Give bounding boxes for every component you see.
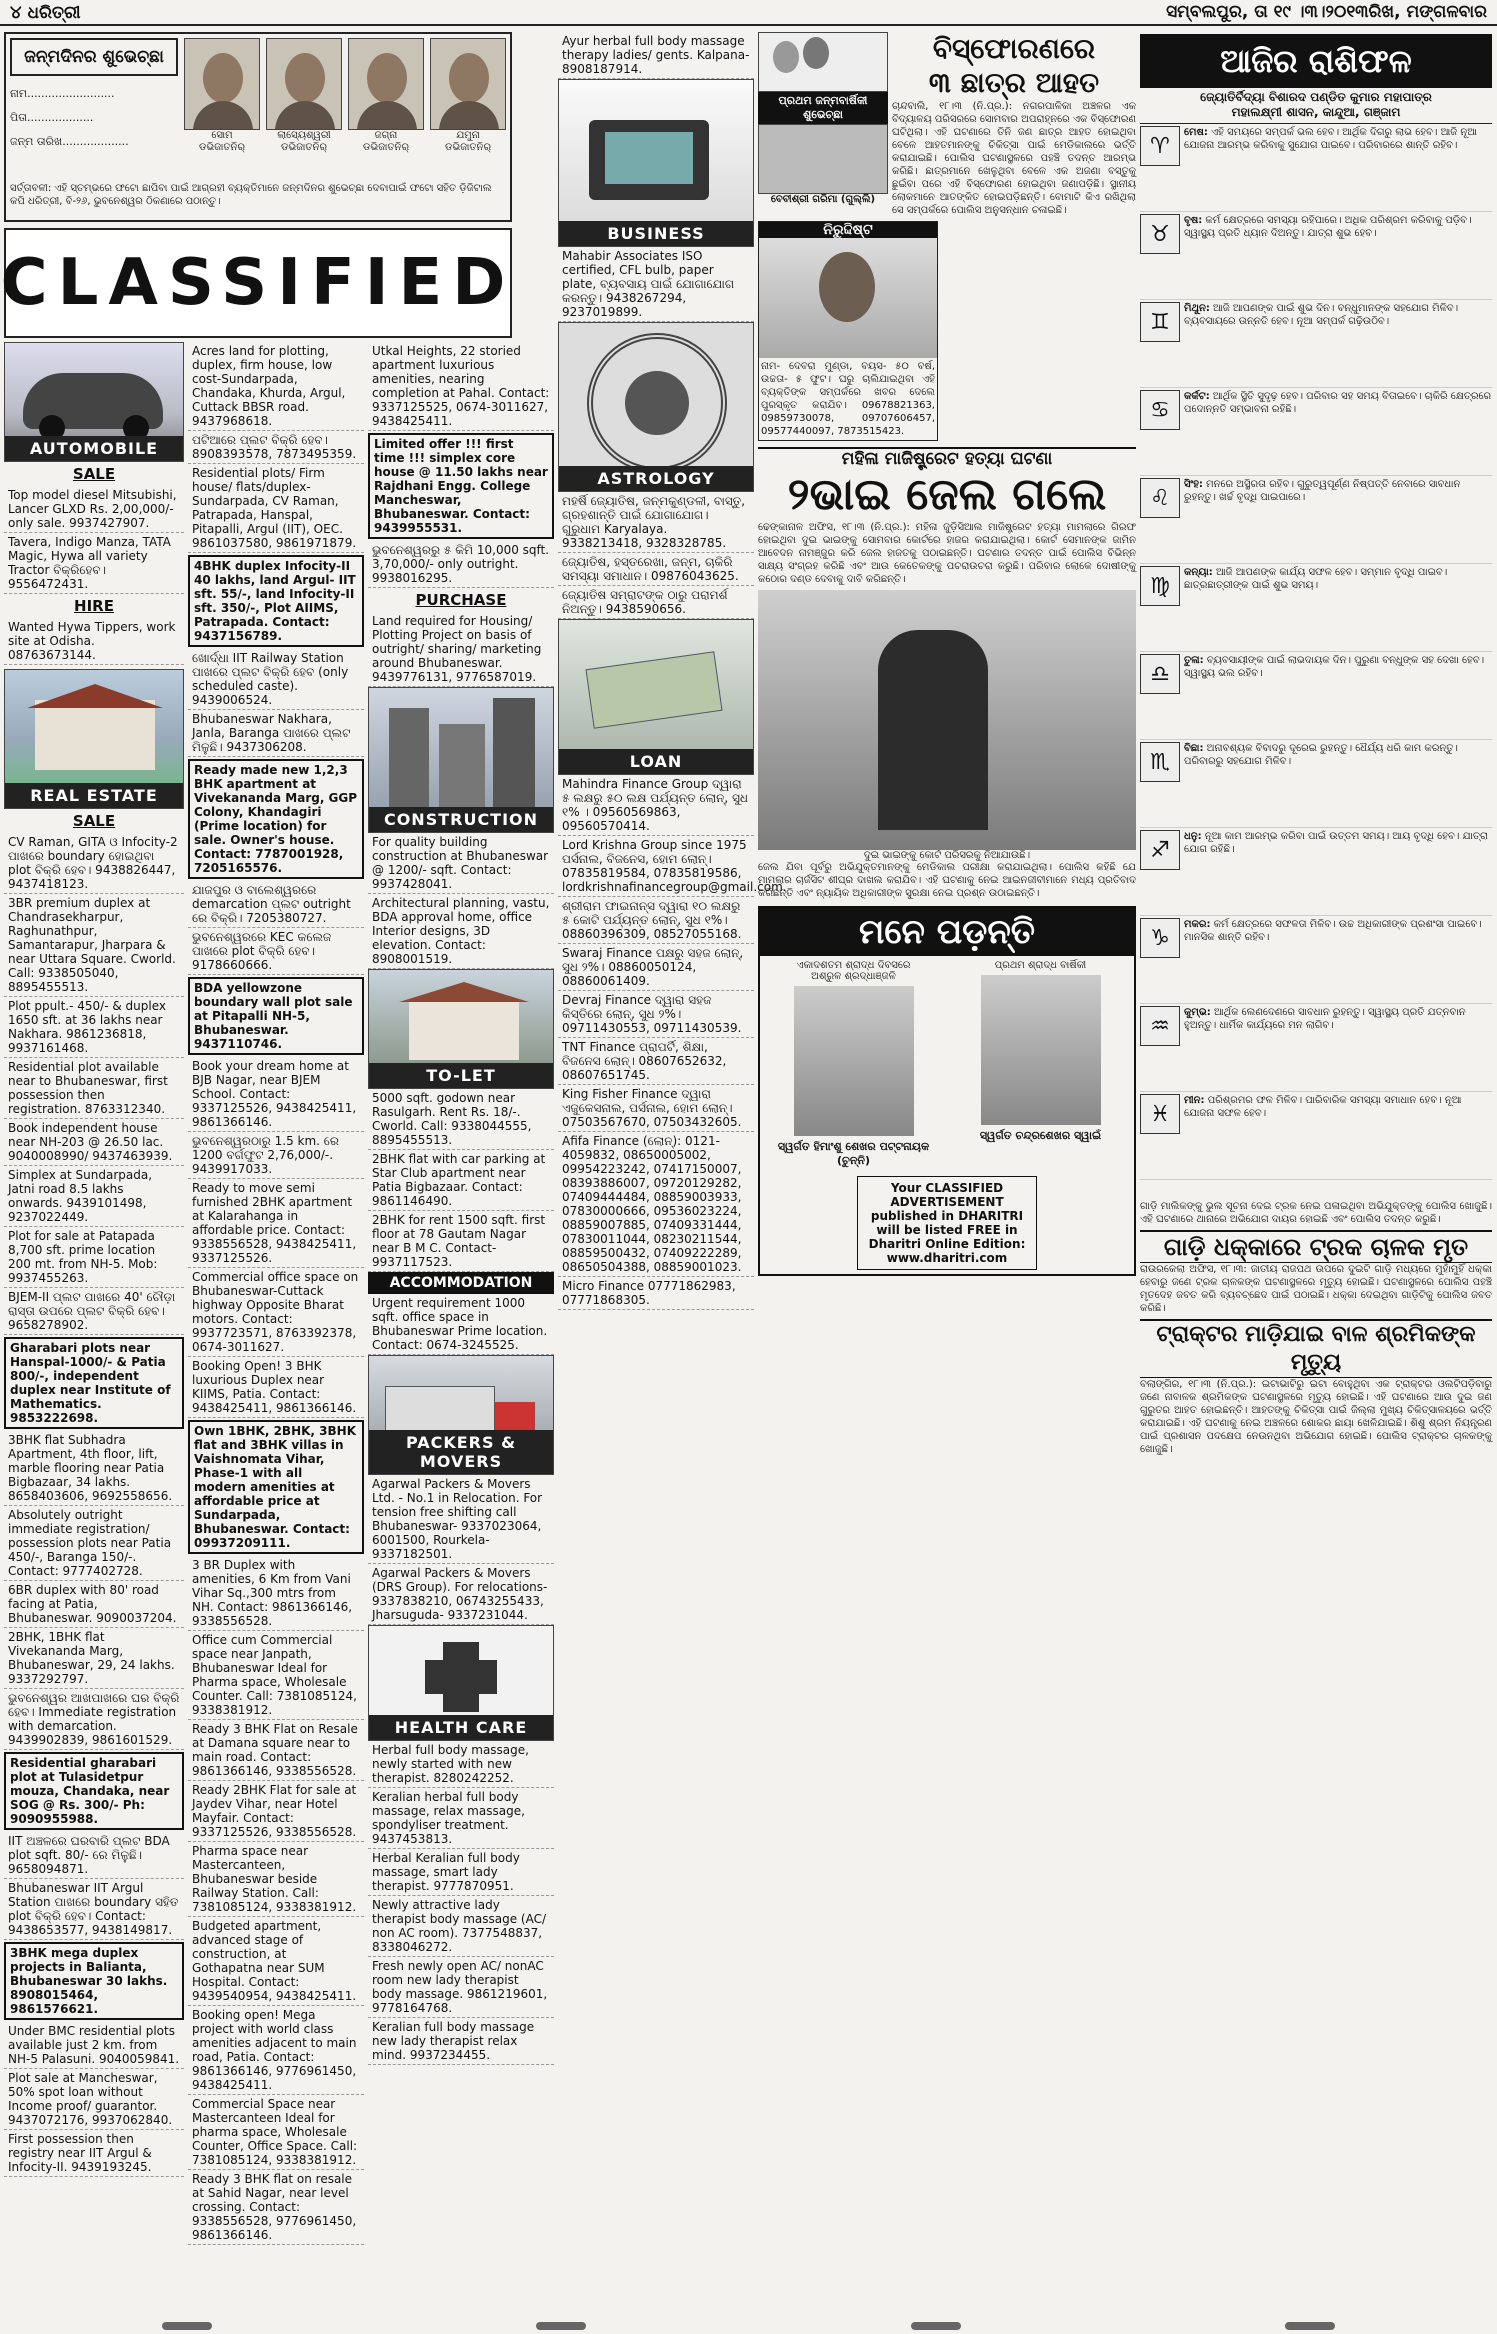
zodiac-icon: ♏ (1140, 742, 1180, 782)
ad-item: TNT Finance ପ୍ରାପର୍ଟି, ଶିକ୍ଷା, ବିଜନେସ ଲୋନ୍। 08607652632, 08607651745. (558, 1038, 754, 1085)
memorial-box (758, 906, 1136, 1276)
sign-text: ନୂଆ କାମ ଆରମ୍ଭ କରିବା ପାଇଁ ଉତ୍ତମ ସମୟ। ଆୟ ବୃଦ୍ଧି ହେବ। ଯାତ୍ରା ଯୋଗ ରହିଛି। (1184, 831, 1488, 855)
business-label: BUSINESS (559, 221, 753, 246)
zodiac-icon: ♈ (1140, 126, 1180, 166)
balloons-image (758, 32, 888, 92)
first-birthday-title: ପ୍ରଥମ ଜନ୍ମବାର୍ଷିକୀ ଶୁଭେଚ୍ଛା (758, 92, 888, 124)
ad-item: Booking open! Mega project with world class amenities adjacent to main road, Patia. Contact: 9861366146, 9776961450, 9438425411. (188, 2006, 364, 2095)
sale-heading-2: SALE (72, 812, 116, 830)
tolet-image (368, 969, 554, 1089)
sign-text: ଅନାବଶ୍ୟକ ବିବାଦରୁ ଦୂରେଇ ରୁହନ୍ତୁ। ଧୈର୍ଯ୍ୟ ଧରି କାମ କରନ୍ତୁ। ପରିବାରରୁ ସହଯୋଗ ମିଳିବ। (1184, 743, 1458, 767)
sign-name: ମେଷ: (1184, 127, 1208, 138)
baby-photo-4 (430, 38, 506, 154)
ad-item: BJEM-II ପ୍ଲଟ ପାଖରେ 40' ଚୌଡ଼ା ରାସ୍ତା ଉପରେ ପ୍ଲଟ ବିକ୍ରି ହେବ। 9658278902. (4, 1288, 184, 1335)
packers-label: PACKERS & MOVERS (369, 1430, 553, 1474)
footer-tab (536, 2322, 586, 2330)
ad-item: Residential gharabari plot at Tulasidetpur mouza, Chandaka, near SOG @ Rs. 300/- Ph: 9090955988. (4, 1752, 184, 1830)
ad-item: Plot sale at Mancheswar, 50% spot loan without Income proof/ guarantor. 9437072176, 9937062840. (4, 2069, 184, 2130)
horoscope-sign (1140, 476, 1492, 564)
missing-person-photo (759, 238, 937, 358)
construction-image (368, 687, 554, 833)
ad-item: Book independent house near NH-203 @ 26.50 lac. 9040008990/ 9437463939. (4, 1119, 184, 1166)
ad-item: BDA yellowzone boundary wall plot sale at Pitapalli NH-5, Bhubaneswar. 9437110746. (188, 977, 364, 1055)
sign-name: ବୃଷ: (1184, 215, 1203, 226)
ad-item: Residential plots/ Firm house/ flats/duplex-Sundarpada, CV Raman, Patrapada, Hanspal, Pitapalli, Argul (IIT), OEC. 9861037580, 9861971879. (188, 464, 364, 553)
ad-item: Simplex at Sundarpada, Jatni road 8.5 lakhs onwards. 9439101498, 9237022449. (4, 1166, 184, 1227)
sign-text-wrap (1184, 478, 1492, 561)
automobile-label: AUTOMOBILE (5, 436, 183, 461)
ad-item: ମହର୍ଷି ଜ୍ୟୋତିଷ, ଜନ୍ମକୁଣ୍ଡଳୀ, ବାସ୍ତୁ, ଗ୍ରହଶାନ୍ତି ପାଇଁ ଯୋଗାଯୋଗ। ଗୁରୁଧାମ Karyalaya. 9338213418, 9328328785. (558, 492, 754, 553)
column-6-news (1140, 1200, 1492, 1456)
story2-body: ଢେଙ୍କାନାଳ ଅଫିସ, ୧୮।୩ (ନି.ପ୍ର.): ମହିଳା ଜୁଡ଼ିସିଆଲ ମାଜିଷ୍ଟ୍ରେଟ ହତ୍ୟା ମାମଲାରେ ଗିରଫ ହୋଇଥିବା ଦୁଇ ଭାଇଙ୍କୁ ସୋମବାର କୋର୍ଟରେ ହାଜର କରାଯାଇଥିଲା। କୋର୍ଟ ସେମାନଙ୍କ ଜାମିନ ଆବେଦନ ନାମଞ୍ଜୁର କରି ଜେଲ ହାଜତକୁ ପଠାଇଛନ୍ତି। ଘଟଣାର ତଦନ୍ତ ପାଇଁ ପୋଲିସ ବିଭିନ୍ନ ସାକ୍ଷ୍ୟ ସଂଗ୍ରହ କରିଛି ଏବଂ ଆଉ କେତେକଙ୍କୁ ପଚରାଉଚରା କରୁଛି। ପରିବାର ଲୋକେ ଦୋଷୀଙ୍କୁ କଠୋର ଦଣ୍ଡ ଦେବାକୁ ଦାବି କରିଛନ୍ତି। (758, 522, 1136, 585)
ad-item: Ayur herbal full body massage therapy ladies/ gents. Kalpana- 8908187914. (558, 32, 754, 79)
healthcare-image (368, 1625, 554, 1741)
accommodation-heading: ACCOMMODATION (368, 1272, 554, 1294)
ad-item: 5000 sqft. godown near Rasulgarh. Rent Rs. 18/-. Cworld. Call: 9338044555, 8895455513. (368, 1089, 554, 1150)
ad-item: Bhubaneswar Nakhara, Janla, Baranga ପାଖରେ ପ୍ଲଟ ମିଳୁଛି। 9437306208. (188, 710, 364, 757)
packers-image (368, 1355, 554, 1475)
sign-text: ମନରେ ଅସ୍ଥିରତା ରହିବ। ଗୁରୁତ୍ୱପୂର୍ଣ୍ଣ ନିଷ୍ପତ୍ତି ନେବାରେ ସାବଧାନ ରୁହନ୍ତୁ। ଖର୍ଚ୍ଚ ବୃଦ୍ଧି ପାଇପାରେ। (1184, 479, 1461, 503)
memorial2-heading: ପ୍ରଥମ ଶ୍ରାଦ୍ଧ ବାର୍ଷିକୀ (994, 960, 1087, 971)
ad-item: ଭୁବନେଶ୍ୱର ଆଖପାଖରେ ଘର ବିକ୍ରି ହେବ। Immediate registration with demarcation. 9439902839, 9861601529. (4, 1689, 184, 1750)
sign-name: ସିଂହ: (1184, 479, 1203, 490)
zodiac-icon: ♎ (1140, 654, 1180, 694)
memorial-row (760, 956, 1134, 1172)
zodiac-icon: ♓ (1140, 1094, 1180, 1134)
column-1 (4, 342, 184, 2177)
ad-item: Mahindra Finance Group ଦ୍ୱାରା ୫ ଲକ୍ଷରୁ ୫୦ ଲକ୍ଷ ପର୍ଯ୍ୟନ୍ତ ଲୋନ୍, ସୁଧ ୧% । 09560569863, 09560570414. (558, 775, 754, 836)
col3-ads-list (368, 1741, 554, 2065)
ad-item: For quality building construction at Bhubaneswar @ 1200/- sqft. Contact: 9937428041. (368, 833, 554, 894)
sign-text: ଆର୍ଥିକ ସ୍ଥିତି ସୁଦୃଢ଼ ହେବ। ପରିବାର ସହ ସମୟ ବିତାଇବେ। ଚାକିରି କ୍ଷେତ୍ରରେ ପଦୋନ୍ନତି ସମ୍ଭାବନା ରହିଛି। (1184, 391, 1492, 415)
horoscope-sign (1140, 388, 1492, 476)
photo-caption: ଜଗ୍ନା ଡଭିଜାତନିର୍ (362, 130, 410, 153)
horoscope-sign (1140, 124, 1492, 212)
story1 (892, 32, 1136, 217)
ad-item: Acres land for plotting, duplex, firm house, low cost-Sundarpada, Chandaka, Khurda, Argul, Cuttack BBSR road. 9437968618. (188, 342, 364, 431)
headline2a: ମହିଳା ମାଜିଷ୍ଟ୍ରେଟ ହତ୍ୟା ଘଟଣା (841, 449, 1053, 469)
ad-item: Office cum Commercial space near Janpath, Bhubaneswar Ideal for Pharma space, Wholesale Counter. Call: 7381085124, 9338381912. (188, 1631, 364, 1720)
memorial2-name: ସ୍ୱର୍ଗତ ଚନ୍ଦ୍ରଶେଖର ସ୍ୱାଇଁ (979, 1129, 1102, 1142)
page-number: ୪ (10, 1, 22, 23)
ad-item: 3BR premium duplex at Chandrasekharpur, Raghunathpur, Samantarapur, Jharpara & near Uttara Square. Cworld. Call: 9338505040, 8895455513. (4, 894, 184, 997)
birthday-box (4, 32, 512, 222)
photo-caption: ଯମୁନା ଡଭିଜାତନିର୍ (444, 130, 492, 153)
headline2b: ୨ଭାଇ ଜେଲ ଗଲେ (787, 469, 1107, 520)
column-2 (188, 342, 364, 2245)
ad-item: Absolutely outright immediate registration/ possession plots near Patia 450/-, Baranga 150/-. Contact: 9777402728. (4, 1506, 184, 1581)
first-birthday-name: ବେବୀଶ୍ରୀ ଗରିମା (ଗୁଲ୍ଲି) (770, 194, 876, 205)
horoscope-sign (1140, 300, 1492, 388)
ad-item: Plot ppult.- 450/- & duplex 1650 sft. at 36 lakhs near Nakhara. 9861236818, 9937161468. (4, 997, 184, 1058)
automobile-image (4, 342, 184, 462)
ad-item: Under BMC residential plots available just 2 km. from NH-5 Palasuni. 9040059841. (4, 2022, 184, 2069)
ad-item: Gharabari plots near Hanspal-1000/- & Patia 800/-, independent duplex near Institute of Mathematics. 9853222698. (4, 1337, 184, 1429)
ad-item: Keralian full body massage new lady therapist relax mind. 9937234455. (368, 2018, 554, 2065)
memorial1-heading: ଏକାଦଶତମ ଶ୍ରାଦ୍ଧ ଦିବସରେ ଅଶ୍ରୁଳ ଶ୍ରଦ୍ଧାଞ୍ଜଳି (796, 960, 911, 982)
court-photo (758, 590, 1136, 850)
dob-line: ଜନ୍ମ ତାରିଖ................... (10, 135, 129, 148)
horoscope-sign (1140, 1092, 1492, 1180)
sign-text: ଏହି ସମୟରେ ସମ୍ପର୍କ ଭଲ ହେବ। ଆର୍ଥିକ ଦିଗରୁ ଲାଭ ହେବ। ଆଜି ନୂଆ ଯୋଜନା ଆରମ୍ଭ କରିବାକୁ ସୁଯୋଗ ପାଇବେ। ପରିବାରରେ ଶାନ୍ତି ରହିବ। (1184, 127, 1477, 151)
dateline: ସମ୍ବଲପୁର, ତା ୧୯ ।୩।୨୦୧୩ରିଖ, ମଙ୍ଗଳବାର (1166, 2, 1487, 22)
sign-text-wrap (1184, 918, 1492, 1001)
ad-item: Commercial office space on Bhubaneswar-Cuttack highway Opposite Bharat motors. Contact: 9937723571, 8763392378, 0674-3011627. (188, 1268, 364, 1357)
ad-item: 3BHK mega duplex projects in Balianta, Bhubaneswar 30 lakhs. 8908015464, 9861576621. (4, 1942, 184, 2020)
sign-name: ବିଛା: (1184, 743, 1204, 754)
sign-text-wrap (1184, 1094, 1492, 1177)
ad-item: IIT ଅଞ୍ଚଳରେ ଘରବାରି ପ୍ଲଟ BDA plot sqft. 80/- ରେ ମିଳୁଛି। 9658094871. (4, 1832, 184, 1879)
zodiac-icon: ♌ (1140, 478, 1180, 518)
ad-item: Residential plot available near to Bhubaneswar, first possession then registration. 8763312340. (4, 1058, 184, 1119)
ad-item: Lord Krishna Group since 1975 ପର୍ସନାଲ, ବିଜନେସ, ହୋମ ଲୋନ୍। 07835819584, 07835819586, lordkrishnafinancegroup@gmail.com. (558, 836, 754, 897)
paper-name: ଧରିତ୍ରୀ (27, 2, 81, 23)
memorial1-name: ସ୍ୱର୍ଗତ ହିମାଂଶୁ ଶେଖର ପଟ୍ଟନାୟକ (ଚୁନ୍ନି) (777, 1140, 930, 1167)
horoscope-sign (1140, 916, 1492, 1004)
ad-item: ଖୋର୍ଦ୍ଧା IIT Railway Station ପାଖରେ ପ୍ଲଟ ବିକ୍ରି ହେବ (only scheduled caste). 9439006524. (188, 649, 364, 710)
sign-text: ଆଜି ଆପଣଙ୍କ କାର୍ଯ୍ୟ ସଫଳ ହେବ। ସମ୍ମାନ ବୃଦ୍ଧି ପାଇବ। ଛାତ୍ରଛାତ୍ରୀଙ୍କ ପାଇଁ ଶୁଭ ସମୟ। (1184, 567, 1448, 591)
ad-item: Devraj Finance ଦ୍ୱାରା ସହଜ କିସ୍ତିରେ ଲୋନ୍, ସୁଧ ୨%। 09711430553, 09711430539. (558, 991, 754, 1038)
real-estate-label: REAL ESTATE (5, 783, 183, 808)
ad-item: Book your dream home at BJB Nagar, near BJEM School. Contact: 9337125526, 9438425411, 9861366146. (188, 1057, 364, 1132)
sign-name: ମୀନ: (1184, 1095, 1205, 1106)
construction-label: CONSTRUCTION (369, 807, 553, 832)
column-3 (368, 342, 554, 2065)
sign-name: କର୍କଟ: (1184, 391, 1210, 402)
ad-item: Micro Finance 07771862983, 07771868305. (558, 1277, 754, 1310)
hire-heading: HIRE (74, 597, 114, 615)
sign-text-wrap (1184, 214, 1492, 297)
ad-item: Fresh newly open AC/ nonAC room new lady therapist body massage. 9861219601, 9778164768. (368, 1957, 554, 2018)
ad-item: Agarwal Packers & Movers Ltd. - No.1 in Relocation. For tension free shifting call Bhubaneswar- 9337023064, 6001500, Rourkela-9337182501. (368, 1475, 554, 1564)
healthcare-label: HEALTH CARE (369, 1715, 553, 1740)
sign-text-wrap (1184, 566, 1492, 649)
mone-padanti-title: ମନେ ପଡ଼ନ୍ତି (760, 908, 1134, 956)
zodiac-icon: ♊ (1140, 302, 1180, 342)
ad-item: King Fisher Finance ଦ୍ୱାରା ଏଜୁକେସନାଲ, ପର୍ସନାଲ, ହୋମ ଲୋନ୍। 07503567670, 07503432605. (558, 1085, 754, 1132)
astrology-image (558, 322, 754, 492)
name-line: ନାମ......................... (10, 87, 115, 100)
missing-person-box (758, 221, 938, 441)
ad-item: ଜ୍ୟୋତିଷ ସମ୍ରାଟଙ୍କ ଠାରୁ ପରାମର୍ଶ ନିଅନ୍ତୁ। 9438590656. (558, 586, 754, 619)
sign-text-wrap (1184, 390, 1492, 473)
ad-item: 2BHK flat with car parking at Star Club apartment near Patia Bigbazaar. Contact: 9861146490. (368, 1150, 554, 1211)
zodiac-icon: ♒ (1140, 1006, 1180, 1046)
ad-item: Top model diesel Mitsubishi, Lancer GLXD Rs. 2,00,000/- only sale. 9937427907. (4, 486, 184, 533)
ad-item: Mahabir Associates ISO certified, CFL bulb, paper plate, ବ୍ୟବସାୟ ପାଇଁ ଯୋଗାଯୋଗ କରନ୍ତୁ। 9438267294, 9237019899. (558, 247, 754, 322)
horoscope-title: ଆଜିର ରାଶିଫଳ (1140, 34, 1492, 88)
first-birthday-box (758, 32, 888, 217)
ad-item: Urgent requirement 1000 sqft. office space in Bhubaneswar Prime location. Contact: 0674-3245525. (368, 1294, 554, 1355)
ad-item: Own 1BHK, 2BHK, 3BHK flat and 3BHK villas in Vaishnomata Vihar, Phase-1 with all modern amenities at affordable price at Sundarpada, Bhubaneswar. Contact: 09937209111. (188, 1420, 364, 1554)
zodiac-icon: ♐ (1140, 830, 1180, 870)
ad-item: Ready 3 BHK flat on resale at Sahid Nagar, near level crossing. Contact: 9338556528, 9776961450, 9861366146. (188, 2170, 364, 2245)
ad-item: ପଟିଆରେ ପ୍ଲଟ ବିକ୍ରି ହେବ। 8908393578, 7873495359. (188, 431, 364, 464)
ad-item: Architectural planning, vastu, BDA approval home, office Interior designs, 3D elevation. Contact: 8908001519. (368, 894, 554, 969)
birthday-note: ସର୍ତ୍ତାବଳୀ: ଏହି ସ୍ତମ୍ଭରେ ଫଟୋ ଛାପିବା ପାଇଁ ଆଗ୍ରହୀ ବ୍ୟକ୍ତିମାନେ ଜନ୍ମଦିନର ଶୁଭେଚ୍ଛା ଦେବାପାଇଁ ଫଟୋ ସହିତ ଡ଼ିଜିଟାଲ କପି ଧରିତ୍ରୀ, ବି-୨୬, ଭୁବନେଶ୍ୱର ଠିକଣାରେ ପଠାନ୍ତୁ। (10, 183, 492, 207)
ad-item: Herbal Keralian full body massage, smart lady therapist. 9777870951. (368, 1849, 554, 1896)
court-photo-caption: ଦୁଇ ଭାଇଙ୍କୁ କୋର୍ଟ ପରିସରକୁ ନିଆଯାଉଛି। (863, 850, 1031, 861)
ad-item: Budgeted apartment, advanced stage of construction, at Gothapatna near SUM Hospital. Contact: 9439540954, 9438425411. (188, 1917, 364, 2006)
ad-item: 3 BR Duplex with amenities, 6 Km from Vani Vihar Sq.,300 mtrs from NH. Contact: 9861366146, 9338556528. (188, 1556, 364, 1631)
ad-item: ଭୁବନେଶ୍ୱରରୁ ୫ କିମି 10,000 sqft. 3,70,000/- only outright. 9938016295. (368, 541, 554, 588)
sign-text: ଆର୍ଥିକ ଲେଣଦେଣରେ ସାବଧାନ ରୁହନ୍ତୁ। ସ୍ୱାସ୍ଥ୍ୟ ପ୍ରତି ଯତ୍ନବାନ ହୁଅନ୍ତୁ। ଧାର୍ମିକ କାର୍ଯ୍ୟରେ ମନ ଲାଗିବ। (1184, 1007, 1466, 1031)
ad-item: Utkal Heights, 22 storied apartment luxurious amenities, nearing completion at Pahal. Contact: 9337125525, 0674-3011627, 9438425411. (368, 342, 554, 431)
column-4 (558, 32, 787, 1310)
ad-item: Afifa Finance (ଲୋନ୍): 0121-4059832, 08650005002, 09954223242, 07417150007, 08393886007, 09720129282, 07409444484, 08859003933, 07830000666, 09536023224, 08859007885, 07409331444, 07830011044, 08230211544, 08859500432, 07409222289, 08650504388, 08859001023. (558, 1132, 754, 1277)
memorial-2 (947, 956, 1134, 1172)
horoscope-sign (1140, 652, 1492, 740)
ad-item: Pharma space near Mastercanteen, Bhubaneswar beside Railway Station. Call: 7381085124, 9338381912. (188, 1842, 364, 1917)
ad-item: ଶ୍ରୀରାମ ଫାଇନାନ୍ସ ଦ୍ୱାରା ୧୦ ଲକ୍ଷରୁ ୫ କୋଟି ପର୍ଯ୍ୟନ୍ତ ଲୋନ୍, ସୁଧ ୧%। 08860396309, 08527055168. (558, 897, 754, 944)
ad-item: Agarwal Packers & Movers (DRS Group). For relocations-9337838210, 06743255433, Jharsuguda- 9337231044. (368, 1564, 554, 1625)
ad-item: Commercial Space near Mastercanteen Ideal for pharma space, Wholesale Counter, Office Space. Call: 7381085124, 9338381912. (188, 2095, 364, 2170)
memorial2-photo (981, 975, 1101, 1125)
horoscope-list (1140, 124, 1492, 1180)
ad-item: First possession then registry near IIT Argul & Infocity-II. 9439193245. (4, 2130, 184, 2177)
sale-heading: SALE (72, 465, 116, 483)
page-header (0, 0, 1497, 26)
baby-photo-3 (348, 38, 424, 154)
horoscope-subtitle: ଜ୍ୟୋତିର୍ବିଦ୍ୟା ବିଶାରଦ ପଣ୍ଡିତ କୁମାର ମହାପାତ୍ର ମହାଲକ୍ଷ୍ମୀ ଶାସନ, କାନ୍ଦୁଆ, ଗଞ୍ଜାମ (1140, 90, 1492, 124)
photo-caption: ସୋମ ଡଭିଜାତନିର୍ (198, 130, 246, 153)
ad-item: ଭୁବନେଶ୍ୱରଠାରୁ 1.5 km. ରେ 1200 ବର୍ଗଫୁଟ 2,76,000/-. 9439917033. (188, 1132, 364, 1179)
sign-text: ପରିଶ୍ରମର ଫଳ ମିଳିବ। ପାରିବାରିକ ସମସ୍ୟା ସମାଧାନ ହେବ। ନୂଆ ଯୋଜନା ସଫଳ ହେବ। (1184, 1095, 1462, 1119)
loan-image (558, 619, 754, 775)
sign-text-wrap (1184, 830, 1492, 913)
loan-label: LOAN (559, 749, 753, 774)
horoscope-sign (1140, 212, 1492, 300)
ad-item: Wanted Hywa Tippers, work site at Odisha. 08763673144. (4, 618, 184, 665)
horoscope-sign (1140, 828, 1492, 916)
zodiac-icon: ♋ (1140, 390, 1180, 430)
ad-item: Booking Open! 3 BHK luxurious Duplex near KIIMS, Patia. Contact: 9438425411, 9861366146. (188, 1357, 364, 1418)
footer-tab (1285, 2322, 1335, 2330)
ad-item: ଜ୍ୟୋତିଷ, ହସ୍ତରେଖା, ଜନ୍ମ, ଚାକିରି ସମସ୍ୟା ସମାଧାନ। 09876043625. (558, 553, 754, 586)
sign-text-wrap (1184, 654, 1492, 737)
extra-text: ଗାଡ଼ି ମାଲିକଙ୍କୁ ଭୁଲ ସୂଚନା ଦେଇ ଟ୍ରକ ନେଇ ପଳାଇଥିବା ଅଭିଯୁକ୍ତଙ୍କୁ ପୋଲିସ ଖୋଜୁଛି। ଏହି ଘଟଣାରେ ଥାନାରେ ଅଭିଯୋଗ ଦାୟର ହୋଇଛି ଏବଂ ପୋଲିସ ତଦନ୍ତ କରୁଛି। (1140, 1201, 1492, 1225)
ad-item: Bhubaneswar IIT Argul Station ପାଖରେ boundary ସହିତ plot ବିକ୍ରି ହେବ। Contact: 9438653577, 9438149817. (4, 1879, 184, 1940)
zodiac-icon: ♉ (1140, 214, 1180, 254)
ad-item: Ready 2BHK Flat for sale at Jaydev Vihar, near Hotel Mayfair. Contact: 9337125526, 9338556528. (188, 1781, 364, 1842)
ad-item: ଭୁବନେଶ୍ୱରରେ KEC କଲେଜ ପାଖରେ plot ବିକ୍ରି ହେବ। 9178660666. (188, 928, 364, 975)
sign-text-wrap (1184, 126, 1492, 209)
sign-text: କର୍ମ କ୍ଷେତ୍ରରେ ସମସ୍ୟା ରହିପାରେ। ଅଧିକ ପରିଶ୍ରମ କରିବାକୁ ପଡ଼ିବ। ସ୍ୱାସ୍ଥ୍ୟ ପ୍ରତି ଧ୍ୟାନ ଦିଅନ୍ତୁ। ଯାତ୍ରା ଶୁଭ ହେବ। (1184, 215, 1472, 239)
zodiac-icon: ♑ (1140, 918, 1180, 958)
ad-item: 6BR duplex with 80' road facing at Patia, Bhubaneswar. 9090037204. (4, 1581, 184, 1628)
memorial-1 (760, 956, 947, 1172)
column-5 (758, 32, 1136, 1276)
ad-item: Herbal full body massage, newly started with new therapist. 8280242252. (368, 1741, 554, 1788)
zodiac-icon: ♍ (1140, 566, 1180, 606)
sign-text-wrap (1184, 1006, 1492, 1089)
ad-item: Swaraj Finance ପକ୍ଷରୁ ସହଜ ଲୋନ୍, ସୁଧ ୨%। 08860050124, 08860061409. (558, 944, 754, 991)
sign-name: ଧନୁ: (1184, 831, 1202, 842)
sign-name: ତୁଳା: (1184, 655, 1204, 666)
baby-photo (758, 124, 888, 194)
sign-text-wrap (1184, 742, 1492, 825)
classified-title: CLASSIFIED (0, 246, 516, 320)
headline-explosion: ବିସ୍ଫୋରଣରେ ୩ ଛାତ୍ର ଆହତ (928, 32, 1100, 99)
birthday-title: ଜନ୍ମଦିନର ଶୁଭେଚ୍ଛା (10, 38, 178, 76)
col2-ads-list (188, 342, 364, 2245)
ad-item: Ready to move semi furnished 2BHK apartment at Kalarahanga in affordable price. Contact: 9338556528, 9438425411, 9337125526. (188, 1179, 364, 1268)
photo-caption: ଲାସ୍ୟେଶ୍ୱରୀ ଡଭିଜାତନିର୍ (277, 130, 331, 153)
sign-name: କୁମ୍ଭ: (1184, 1007, 1211, 1018)
footer-tab (162, 2322, 212, 2330)
ad-item: Plot for sale at Patapada 8,700 sft. prime location 200 mt. from NH-5. Mob: 9937455263. (4, 1227, 184, 1288)
horoscope-sign (1140, 564, 1492, 652)
ad-item: Ready 3 BHK Flat on Resale at Damana square near to main road. Contact: 9861366146, 9338556528. (188, 1720, 364, 1781)
birthday-form-lines (10, 82, 180, 154)
ad-item: 2BHK for rent 1500 sqft. first floor at 78 Gautam Nagar near B M C. Contact- 9937117523. (368, 1211, 554, 1272)
story1-row (758, 32, 1136, 217)
ad-item: ଯାଜପୁର ଓ ବାଲେଶ୍ୱରରେ demarcation ପ୍ଲଟ outright ରେ ବିକ୍ରି। 7205380727. (188, 881, 364, 928)
missing-text: ନାମ- ଦେବରା ମୁଣ୍ଡା, ବୟସ- ୫୦ ବର୍ଷ, ଉଚ୍ଚତା- ୫ ଫୁଟ। ଘରୁ ଚାଲିଯାଇଥିବା ଏହି ବ୍ୟକ୍ତିଙ୍କ ସମ୍ପର୍କରେ ଖବର ଦେଲେ ପୁରସ୍କୃତ କରାଯିବ। 09678821363, 09859730078, 09707606457, 09577440097, 7873515423. (761, 361, 935, 437)
real-estate-image (4, 669, 184, 809)
ad-item: Tavera, Indigo Manza, TATA Magic, Hywa all variety Tractor ବିକ୍ରିହେବ। 9556472431. (4, 533, 184, 594)
story1-body: ଚାନ୍ଦବାଲି, ୧୮।୩ (ନି.ପ୍ର.): ନଗରପାଳିକା ଅଞ୍ଚଳର ଏକ ବିଦ୍ୟାଳୟ ପରିସରରେ ସୋମବାର ଅପରାହ୍ନରେ ଏକ ବିସ୍ଫୋରଣ ଘଟିଥିଲା। ଏହି ଘଟଣାରେ ତିନି ଜଣ ଛାତ୍ର ଆହତ ହୋଇଥିବା ବେଳେ ଆହତମାନଙ୍କୁ ଚିକିତ୍ସା ପାଇଁ ମେଡିକାଲରେ ଭର୍ତ୍ତି କରାଯାଇଛି। ପୋଲିସ ଘଟଣାସ୍ଥଳରେ ପହଞ୍ଚି ତଦନ୍ତ ଆରମ୍ଭ କରିଛି। ଛାତ୍ରମାନେ ଖେଳୁଥିବା ବେଳେ ଏକ ଅଜଣା ବସ୍ତୁକୁ ଛୁଇଁବା ପରେ ଏହି ବିସ୍ଫୋରଣ ହୋଇଥିବା ଜଣାପଡ଼ିଛି। ସ୍ଥାନୀୟ ଲୋକମାନେ ଆତଙ୍କିତ ହୋଇପଡ଼ିଛନ୍ତି। ବୋମାଟି କିଏ ରଖିଥିଲା ସେ ସମ୍ପର୍କରେ ପୋଲିସ ଅନୁସନ୍ଧାନ ଚଳାଇଛି। (892, 101, 1136, 216)
birthday-photos (184, 38, 506, 154)
ad-item: 3BHK flat Subhadra Apartment, 4th floor, lift, marble flooring near Patia Bigbazaar, 34 lakhs. 8658403606, 9692558656. (4, 1431, 184, 1506)
business-image (558, 79, 754, 247)
astrology-label: ASTROLOGY (559, 466, 753, 491)
headline-truck-driver: ଗାଡ଼ି ଧକ୍କାରେ ଟ୍ରକ ଚାଳକ ମୃତ (1140, 1230, 1492, 1263)
story4-body: ବଲାଙ୍ଗିର, ୧୮।୩ (ନି.ପ୍ର.): ଇଟାଭାଟିରୁ ଇଟା ବୋହୁଥିବା ଏକ ଟ୍ରାକ୍ଟର ଓଲଟିପଡ଼ିବାରୁ ଜଣେ ନାବାଳକ ଶ୍ରମିକଙ୍କ ଘଟଣାସ୍ଥଳରେ ମୃତ୍ୟୁ ହୋଇଛି। ଏହି ଘଟଣାରେ ଆଉ ଦୁଇ ଜଣ ଗୁରୁତର ଆହତ ହୋଇଛନ୍ତି। ଆହତଙ୍କୁ ଚିକିତ୍ସା ପାଇଁ ଜିଲ୍ଲା ମୁଖ୍ୟ ଚିକିତ୍ସାଳୟରେ ଭର୍ତ୍ତି କରାଯାଇଛି। ଏହି ଘଟଣାକୁ ନେଇ ଅଞ୍ଚଳରେ ଶୋକର ଛାୟା ଖେଳିଯାଇଛି। ଶିଶୁ ଶ୍ରମ ନିୟନ୍ତ୍ରଣ ପାଇଁ ପ୍ରଶାସନ ପଦକ୍ଷେପ ନେଉନଥିବା ଅଭିଯୋଗ ହୋଇଛି। ପୋଲିସ ଟ୍ରାକ୍ଟର ଚାଳକଙ୍କୁ ଖୋଜୁଛି। (1140, 1379, 1492, 1455)
dharitri-online-ad: Your CLASSIFIED ADVERTISEMENT published in DHARITRI will be listed FREE in Dharitri Online Edition: www.dharitri.com (857, 1176, 1037, 1270)
sign-text: କର୍ମ କ୍ଷେତ୍ରରେ ସଫଳତା ମିଳିବ। ଉଚ୍ଚ ଅଧିକାରୀଙ୍କ ପ୍ରଶଂସା ପାଇବେ। ମାନସିକ ଶାନ୍ତି ରହିବ। (1184, 919, 1482, 943)
ad-item: 4BHK duplex Infocity-II 40 lakhs, land Argul- IIT sft. 55/-, land Infocity-II sft. 350/-, Plot AIIMS, Patrapada. Contact: 9437156789. (188, 555, 364, 647)
col4-ads-list (558, 775, 787, 1310)
sign-name: ମକର: (1184, 919, 1211, 930)
ad-item: CV Raman, GITA ଓ Infocity-2 ପାଖରେ boundary ହୋଇଥିବା plot ବିକ୍ରି ହେବ। 9438826447, 9437418123. (4, 833, 184, 894)
memorial1-photo (794, 986, 914, 1136)
sign-text: ବ୍ୟବସାୟୀଙ୍କ ପାଇଁ ଲାଭଦାୟକ ଦିନ। ପୁରୁଣା ବନ୍ଧୁଙ୍କ ସହ ଦେଖା ହେବ। ସ୍ୱାସ୍ଥ୍ୟ ଭଲ ରହିବ। (1184, 655, 1485, 679)
baby-photo-1 (184, 38, 260, 154)
story2b-body: ଜେଲ ଯିବା ପୂର୍ବରୁ ଅଭିଯୁକ୍ତମାନଙ୍କୁ ମେଡିକାଲ ପରୀକ୍ଷା କରାଯାଇଥିଲା। ପୋଲିସ କହିଛି ଯେ ମାମଲାର ଚାର୍ଜସିଟ ଶୀଘ୍ର ଦାଖଲ କରାଯିବ। ଏହି ଘଟଣାକୁ ନେଇ ଆଇନଜୀବୀମାନେ ମଧ୍ୟ ପ୍ରତିବାଦ କରିଛନ୍ତି ଏବଂ ନ୍ୟାୟିକ ଅଧିକାରୀଙ୍କ ସୁରକ୍ଷା ନେଇ ପ୍ରଶ୍ନ ଉଠାଇଛନ୍ତି। (758, 862, 1136, 899)
headline-tractor: ଟ୍ରାକ୍ଟର ମାଡ଼ିଯାଇ ବାଳ ଶ୍ରମିକଙ୍କ ମୃତ୍ୟୁ (1140, 1319, 1492, 1378)
story3-body: ରାଉରକେଲା ଅଫିସ, ୧୮।୩: ଜାତୀୟ ରାଜପଥ ଉପରେ ଦୁଇଟି ଗାଡ଼ି ମଧ୍ୟରେ ମୁହାଁମୁହିଁ ଧକ୍କା ହେବାରୁ ଜଣେ ଟ୍ରକ ଚାଳକଙ୍କ ଘଟଣାସ୍ଥଳରେ ମୃତ୍ୟୁ ହୋଇଛି। ଘଟଣାସ୍ଥଳରେ ପୋଲିସ ପହଞ୍ଚି ମୃତଦେହ ଜବତ କରି ବ୍ୟବଚ୍ଛେଦ ପାଇଁ ପଠାଇଛି। ଧକ୍କା ଦେଇଥିବା ଗାଡ଼ିଟିକୁ ପୋଲିସ ଜବତ କରିଛି। (1140, 1264, 1492, 1314)
ad-item: Keralian herbal full body massage, relax massage, spondyliser treatment. 9437453813. (368, 1788, 554, 1849)
sign-text: ଆଜି ଆପଣଙ୍କ ପାଇଁ ଶୁଭ ଦିନ। ବନ୍ଧୁମାନଙ୍କ ସହଯୋଗ ମିଳିବ। ବ୍ୟବସାୟରେ ଉନ୍ନତି ହେବ। ନୂଆ ସମ୍ପର୍କ ଗଢ଼ିଉଠିବ। (1184, 303, 1459, 327)
sign-name: କନ୍ୟା: (1184, 567, 1213, 578)
missing-title: ନିରୁଦ୍ଦିଷ୍ଟ (759, 222, 937, 238)
story2 (758, 447, 1136, 900)
tolet-label: TO-LET (369, 1063, 553, 1088)
sign-name: ମିଥୁନ: (1184, 303, 1210, 314)
ad-item-boxed: Limited offer !!! first time !!! simplex core house @ 11.50 lakhs near Rajdhani Engg. College Mancheswar, Bhubaneswar. Contact: 9439955531. (368, 433, 554, 539)
father-line: ପିତା................... (10, 111, 94, 124)
classified-banner (0, 228, 516, 338)
col1-ads-list (4, 833, 184, 2177)
sign-text-wrap (1184, 302, 1492, 385)
footer-tab (911, 2322, 961, 2330)
purchase-heading: PURCHASE (415, 591, 507, 609)
horoscope-sign (1140, 740, 1492, 828)
ad-item: 2BHK, 1BHK flat Vivekananda Marg, Bhubaneswar, 29, 24 lakhs. 9337292797. (4, 1628, 184, 1689)
footer-bar (0, 2318, 1497, 2334)
baby-photo-2 (266, 38, 342, 154)
ad-item: Newly attractive lady therapist body massage (AC/ non AC room). 7377548837, 8338046272. (368, 1896, 554, 1957)
ad-item: Land required for Housing/ Plotting Project on basis of outright/ sharing/ marketing around Bhubaneswar. 9439776131, 9776587019. (368, 612, 554, 687)
horoscope-sign (1140, 1004, 1492, 1092)
ad-item: Ready made new 1,2,3 BHK apartment at Vivekananda Marg, GGP Colony, Khandagiri (Prime location) for sale. Owner's house. Contact: 7787001928, 7205165576. (188, 759, 364, 879)
